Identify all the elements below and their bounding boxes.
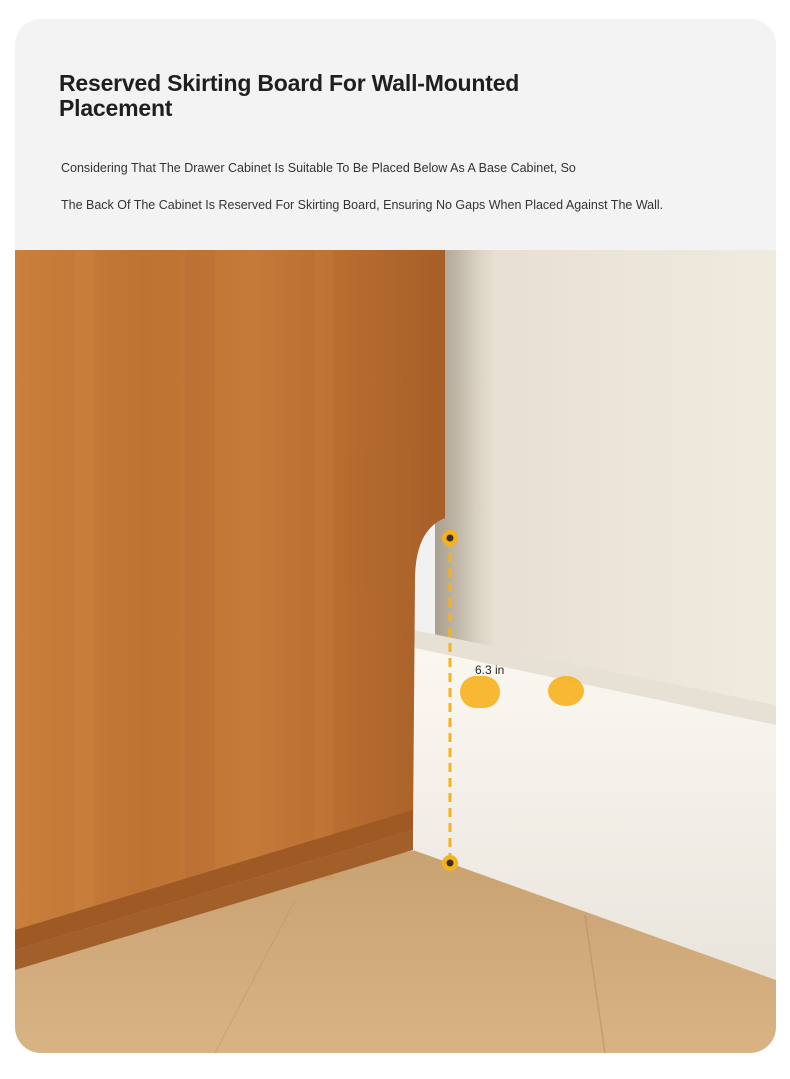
product-photo <box>15 250 776 1053</box>
wood-grain <box>185 250 215 910</box>
measurement-pill <box>460 676 500 708</box>
accent-dot <box>548 676 584 706</box>
wood-grain <box>345 450 415 590</box>
dimension-endpoint-top-dot <box>447 535 454 542</box>
measurement-label: 6.3 in <box>475 663 505 677</box>
feature-description-line-2: The Back Of The Cabinet Is Reserved For Skirting Board, Ensuring No Gaps When Placed Against The Wall. <box>61 198 664 212</box>
dimension-endpoint-bottom-dot <box>447 860 454 867</box>
feature-header <box>15 19 776 250</box>
wood-grain <box>75 250 95 930</box>
feature-title: Reserved Skirting Board For Wall-Mounted Placement <box>59 70 520 121</box>
feature-description-line-1: Considering That The Drawer Cabinet Is Suitable To Be Placed Below As A Base Cabinet, So <box>61 161 576 175</box>
wood-grain <box>315 250 333 880</box>
product-feature-card <box>15 19 776 1053</box>
